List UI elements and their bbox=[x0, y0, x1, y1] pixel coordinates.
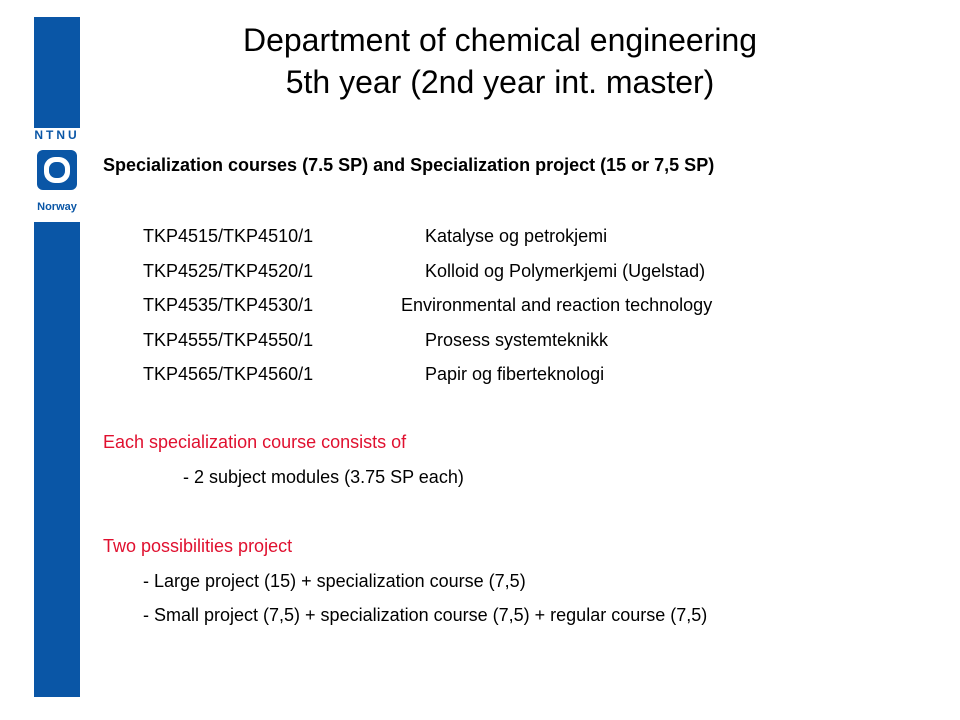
course-name-5: Papir og fiberteknologi bbox=[425, 364, 605, 384]
logo-letters: NTNU bbox=[34, 128, 80, 142]
logo-emblem-icon bbox=[37, 150, 77, 190]
course-code-1: TKP4515/TKP4510/1 bbox=[143, 226, 314, 246]
logo-subtitle: Norway bbox=[37, 201, 77, 213]
project-option-2: - Small project (7,5) + specialization course (7,5) + regular course (7,5) bbox=[143, 605, 708, 625]
course-code-4: TKP4555/TKP4550/1 bbox=[143, 330, 314, 350]
structure-item: - 2 subject modules (3.75 SP each) bbox=[183, 467, 464, 487]
course-code-3: TKP4535/TKP4530/1 bbox=[143, 295, 314, 315]
side-bar bbox=[34, 17, 80, 697]
course-code-5: TKP4565/TKP4560/1 bbox=[143, 364, 314, 384]
project-option-1: - Large project (15) + specialization course (7,5) bbox=[143, 571, 526, 591]
structure-heading: Each specialization course consists of bbox=[103, 432, 407, 452]
course-name-2: Kolloid og Polymerkjemi (Ugelstad) bbox=[425, 261, 706, 281]
ntnu-logo bbox=[30, 128, 84, 222]
courses-heading: Specialization courses (7.5 SP) and Specialization project (15 or 7,5 SP) bbox=[103, 155, 715, 175]
course-name-1: Katalyse og petrokjemi bbox=[425, 226, 608, 246]
course-name-4: Prosess systemteknikk bbox=[425, 330, 609, 350]
page-subtitle: 5th year (2nd year int. master) bbox=[285, 64, 715, 100]
project-heading: Two possibilities project bbox=[103, 536, 293, 556]
page-title: Department of chemical engineering bbox=[242, 22, 758, 58]
course-name-3: Environmental and reaction technology bbox=[401, 295, 713, 315]
course-code-2: TKP4525/TKP4520/1 bbox=[143, 261, 314, 281]
